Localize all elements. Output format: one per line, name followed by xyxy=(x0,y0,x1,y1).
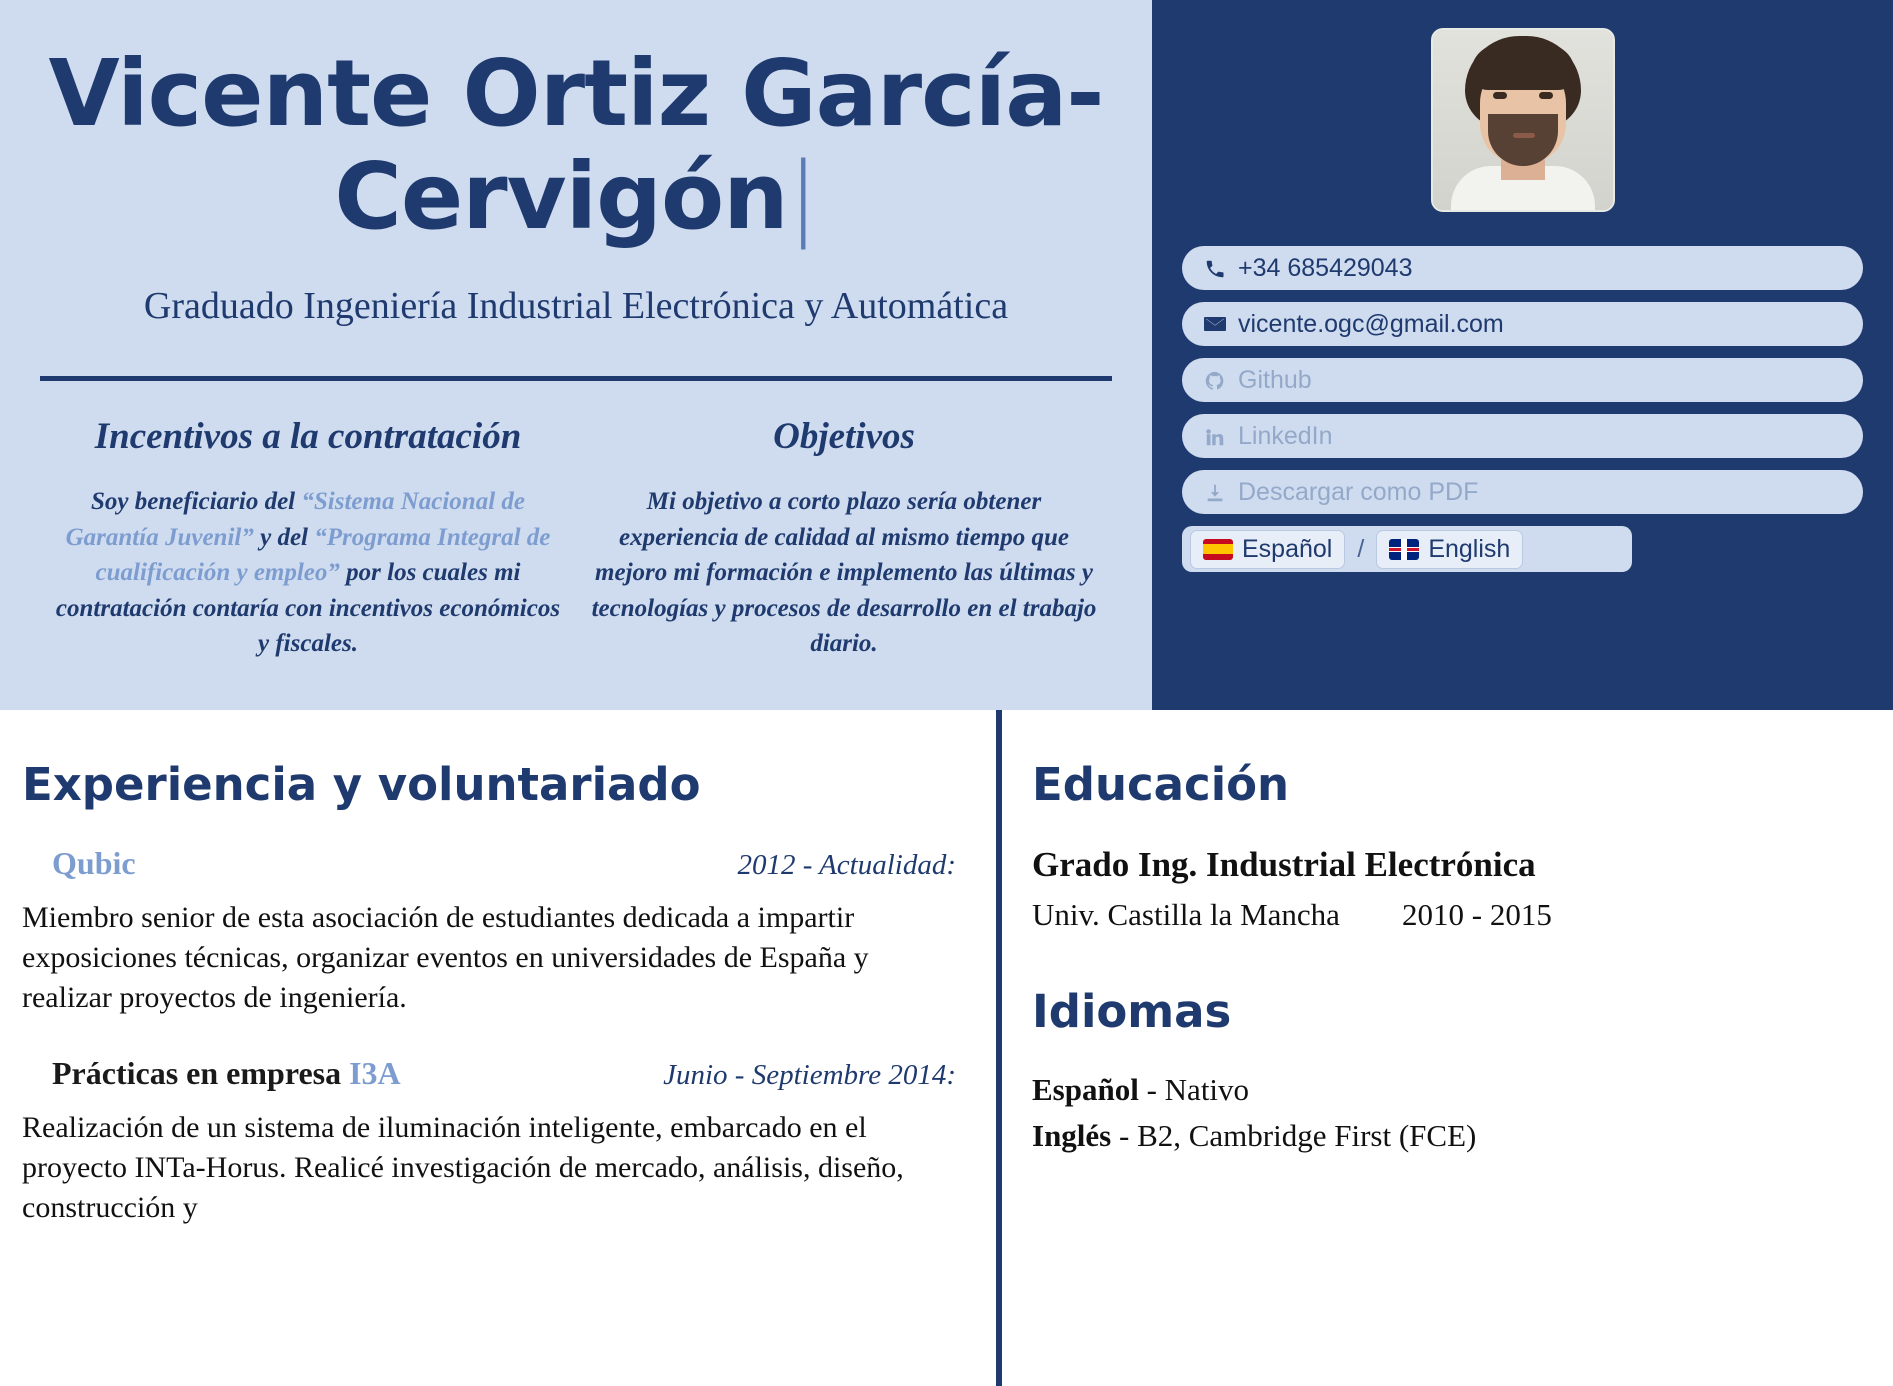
incentives-text-3: por los cuales mi contratación contaría con incentivos económicos y fiscales. xyxy=(55,559,561,658)
language-switcher xyxy=(1182,526,1632,572)
experience-item-title-accent[interactable]: I3A xyxy=(349,1054,401,1091)
education-years: 2010 - 2015 xyxy=(1402,897,1552,932)
experience-item-head xyxy=(22,845,956,882)
header-left xyxy=(0,0,1152,710)
uk-flag-icon xyxy=(1389,539,1419,560)
incentives-link-2[interactable]: “Programa Integral de cualificación y empleo” xyxy=(95,523,551,587)
lang-separator: / xyxy=(1357,534,1365,563)
experience-item-org[interactable]: Qubic xyxy=(52,845,136,881)
experience-item-description: Miembro senior de esta asociación de estudiantes dedicada a impartir exposiciones técnicas, organizar eventos en universidades de España y realizar proyectos de ingeniería. xyxy=(22,901,869,1015)
photo-wrap xyxy=(1182,28,1863,212)
lang-option-en-label: English xyxy=(1428,534,1511,563)
experience-item xyxy=(22,845,956,1019)
contact-email[interactable] xyxy=(1182,302,1863,346)
download-icon xyxy=(1200,480,1230,504)
lang-option-es-label: Español xyxy=(1242,534,1333,563)
incentives-block xyxy=(40,415,576,662)
spacer xyxy=(1032,933,1853,985)
download-pdf-button[interactable] xyxy=(1182,470,1863,514)
header-right xyxy=(1152,0,1893,710)
objectives-body: Mi objetivo a corto plazo sería obtener experiencia de calidad al mismo tiempo que mejoro mi formación e implemento las últimas y tecnologías y procesos de desarrollo en el trabajo diario. xyxy=(591,488,1097,658)
incentives-text-1: Soy beneficiario del xyxy=(91,488,302,516)
language-name: Español xyxy=(1032,1072,1139,1107)
incentives-text-2: y del xyxy=(253,523,315,551)
experience-column xyxy=(0,710,1002,1386)
header-columns xyxy=(40,415,1112,662)
education-section-title: Educación xyxy=(1032,758,1290,811)
envelope-icon xyxy=(1200,312,1230,337)
contact-github-label: Github xyxy=(1238,365,1312,394)
language-item xyxy=(1032,1072,1853,1108)
phone-icon xyxy=(1200,256,1230,280)
lang-option-es[interactable] xyxy=(1190,530,1345,569)
experience-item-title-text: Prácticas en empresa xyxy=(52,1054,350,1091)
incentives-title: Incentivos a la contratación xyxy=(94,416,522,458)
languages-section-title: Idiomas xyxy=(1032,985,1232,1038)
language-item xyxy=(1032,1118,1853,1154)
incentives-body xyxy=(54,484,562,662)
experience-item-date: Junio - Septiembre 2014: xyxy=(663,1058,956,1091)
content xyxy=(0,710,1893,1386)
experience-item-head xyxy=(22,1055,956,1092)
language-level: - B2, Cambridge First (FCE) xyxy=(1111,1118,1477,1153)
spain-flag-icon xyxy=(1203,539,1233,560)
contact-linkedin-label: LinkedIn xyxy=(1238,421,1333,450)
lang-option-en[interactable] xyxy=(1376,530,1523,569)
contact-phone-label: +34 685429043 xyxy=(1238,253,1413,282)
github-icon xyxy=(1200,368,1230,392)
language-level: - Nativo xyxy=(1138,1072,1250,1107)
education-school: Univ. Castilla la Mancha xyxy=(1032,897,1340,932)
incentives-link-1[interactable]: “Sistema Nacional de Garantía Juvenil” xyxy=(65,488,525,551)
text-caret: | xyxy=(787,143,818,251)
contact-github[interactable] xyxy=(1182,358,1863,402)
download-pdf-label: Descargar como PDF xyxy=(1238,477,1479,506)
contact-list xyxy=(1182,246,1863,572)
contact-phone[interactable] xyxy=(1182,246,1863,290)
education-details xyxy=(1032,897,1853,933)
header-divider xyxy=(40,376,1112,381)
sidebar-column xyxy=(1002,710,1893,1386)
objectives-block xyxy=(576,415,1112,662)
candidate-name: Vicente Ortiz García-Cervigón xyxy=(48,40,1104,251)
page-title xyxy=(40,40,1112,251)
avatar xyxy=(1431,28,1615,212)
spacer xyxy=(22,1019,956,1055)
experience-item-description: Realización de un sistema de iluminación inteligente, embarcado en el proyecto INTa-Horus. Realicé investigación de mercado, análisis, diseño, construcción y xyxy=(22,1110,904,1224)
experience-item-title xyxy=(22,1055,401,1092)
education-degree: Grado Ing. Industrial Electrónica xyxy=(1032,845,1536,884)
language-name: Inglés xyxy=(1032,1118,1112,1153)
experience-item xyxy=(22,1055,956,1229)
objectives-title: Objetivos xyxy=(773,416,915,458)
experience-item-date: 2012 - Actualidad: xyxy=(737,849,956,881)
contact-email-label: vicente.ogc@gmail.com xyxy=(1238,309,1504,338)
candidate-subtitle: Graduado Ingeniería Industrial Electrónica y Automática xyxy=(143,285,1009,328)
contact-linkedin[interactable] xyxy=(1182,414,1863,458)
linkedin-icon xyxy=(1200,424,1230,448)
experience-section-title: Experiencia y voluntariado xyxy=(22,758,701,811)
